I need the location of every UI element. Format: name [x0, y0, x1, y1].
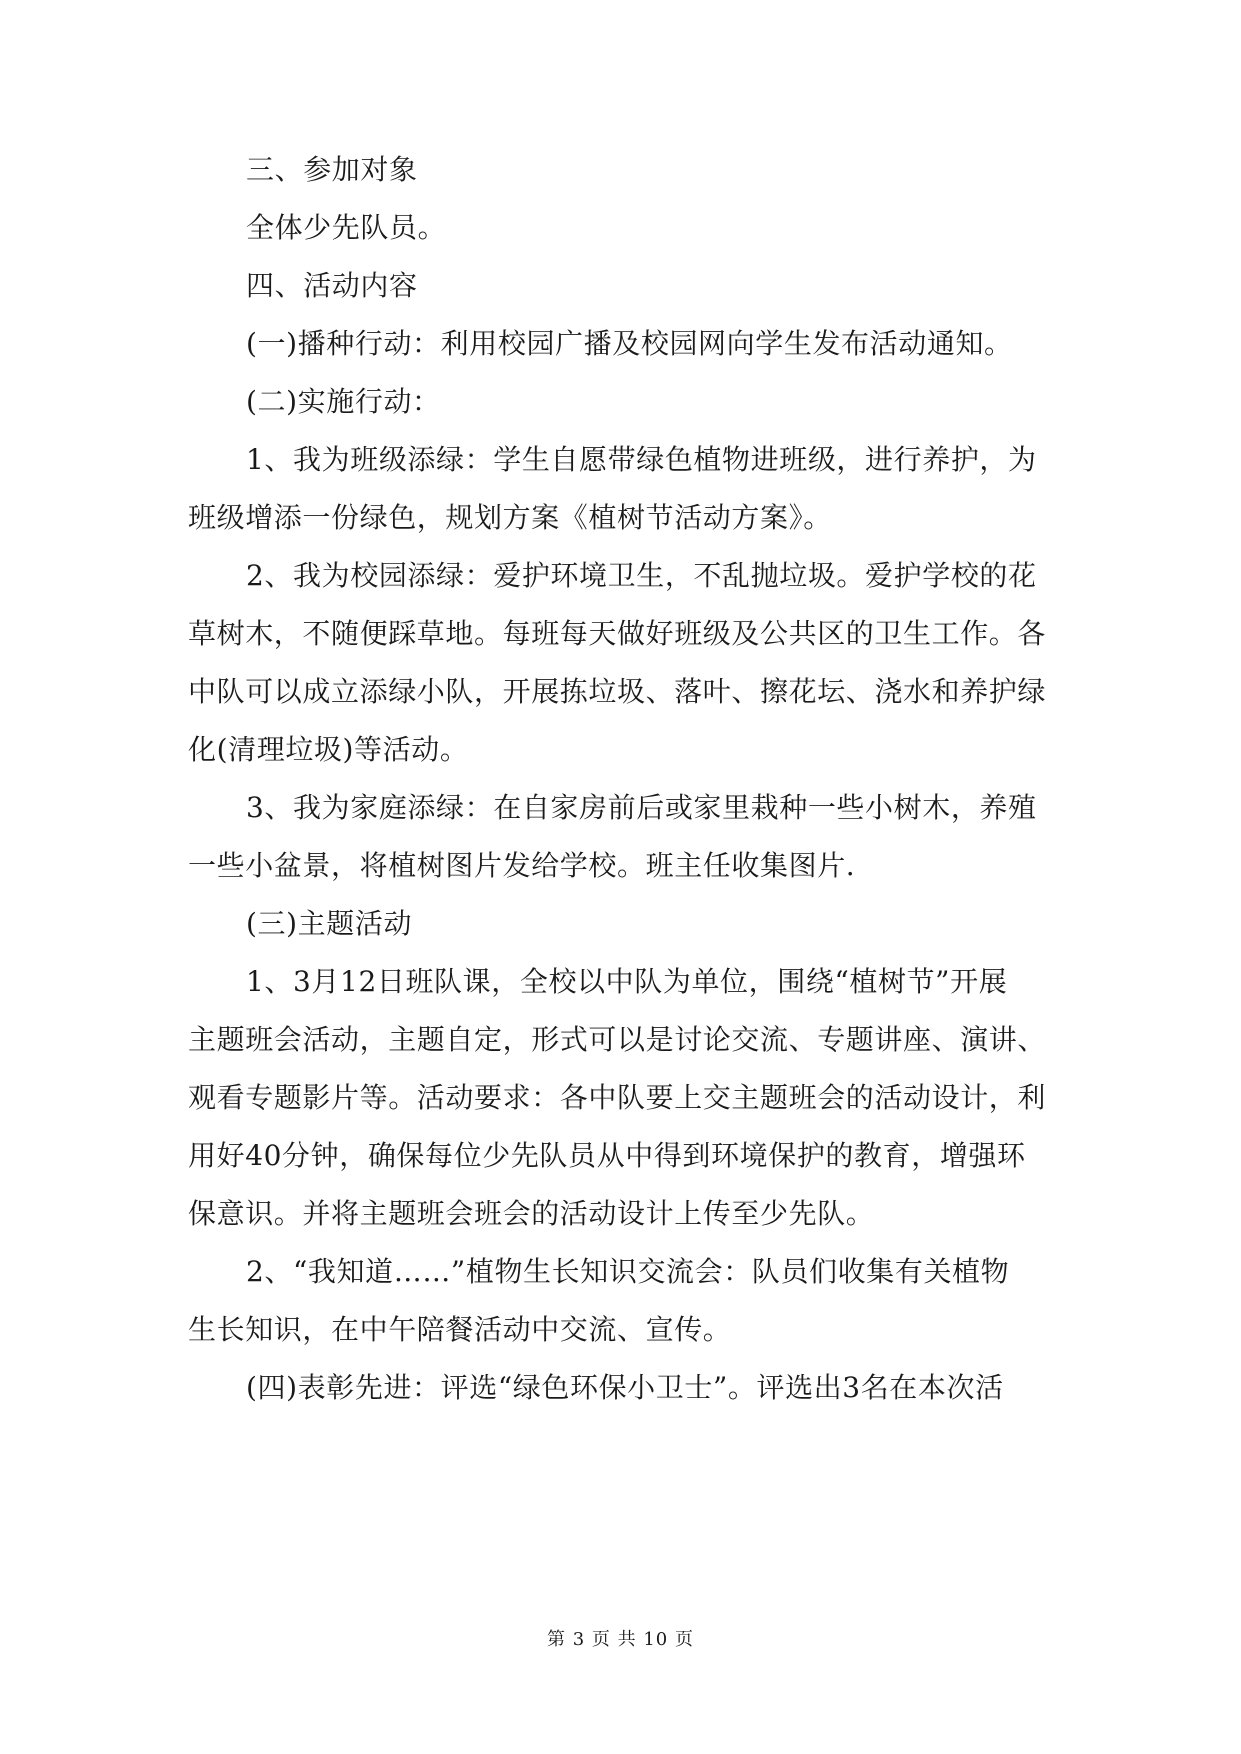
paragraph-line: 2、我为校园添绿：爱护环境卫生，不乱抛垃圾。爱护学校的花 — [246, 559, 1037, 592]
paragraph-line: 1、我为班级添绿：学生自愿带绿色植物进班级，进行养护，为 — [246, 443, 1037, 476]
paragraph-line: 1、3月12日班队课，全校以中队为单位，围绕“植树节”开展 — [246, 965, 1008, 998]
paragraph-line: 班级增添一份绿色，规划方案《植树节活动方案》。 — [188, 501, 832, 534]
subheading-line: (二)实施行动： — [246, 385, 441, 418]
paragraph-line: 一些小盆景，将植树图片发给学校。班主任收集图片. — [188, 849, 856, 882]
paragraph-line: 草树木，不随便踩草地。每班每天做好班级及公共区的卫生工作。各 — [188, 617, 1047, 650]
paragraph-line: 观看专题影片等。活动要求：各中队要上交主题班会的活动设计，利 — [188, 1081, 1047, 1114]
paragraph-line: 2、“我知道……”植物生长知识交流会：队员们收集有关植物 — [246, 1255, 1010, 1288]
paragraph-line: 用好40分钟，确保每位少先队员从中得到环境保护的教育，增强环 — [188, 1139, 1026, 1172]
paragraph-line: 中队可以成立添绿小队，开展拣垃圾、落叶、擦花坛、浇水和养护绿 — [188, 675, 1047, 708]
section-heading-participants: 三、参加对象 — [246, 153, 418, 186]
paragraph-line: (四)表彰先进：评选“绿色环保小卫士”。评选出3名在本次活 — [246, 1371, 1004, 1404]
paragraph-line: 3、我为家庭添绿：在自家房前后或家里栽种一些小树木，养殖 — [246, 791, 1037, 824]
paragraph-line: 主题班会活动，主题自定，形式可以是讨论交流、专题讲座、演讲、 — [188, 1023, 1047, 1056]
subheading-line: (三)主题活动 — [246, 907, 413, 940]
page-number-footer: 第 3 页 共 10 页 — [547, 1629, 694, 1650]
paragraph-line: 化(清理垃圾)等活动。 — [188, 733, 469, 766]
section-heading-content: 四、活动内容 — [246, 269, 418, 302]
paragraph-line: 全体少先队员。 — [246, 211, 447, 244]
paragraph-line: 保意识。并将主题班会班会的活动设计上传至少先队。 — [188, 1197, 875, 1230]
paragraph-line: (一)播种行动：利用校园广播及校园网向学生发布活动通知。 — [246, 327, 1013, 360]
paragraph-line: 生长知识，在中午陪餐活动中交流、宣传。 — [188, 1313, 732, 1346]
